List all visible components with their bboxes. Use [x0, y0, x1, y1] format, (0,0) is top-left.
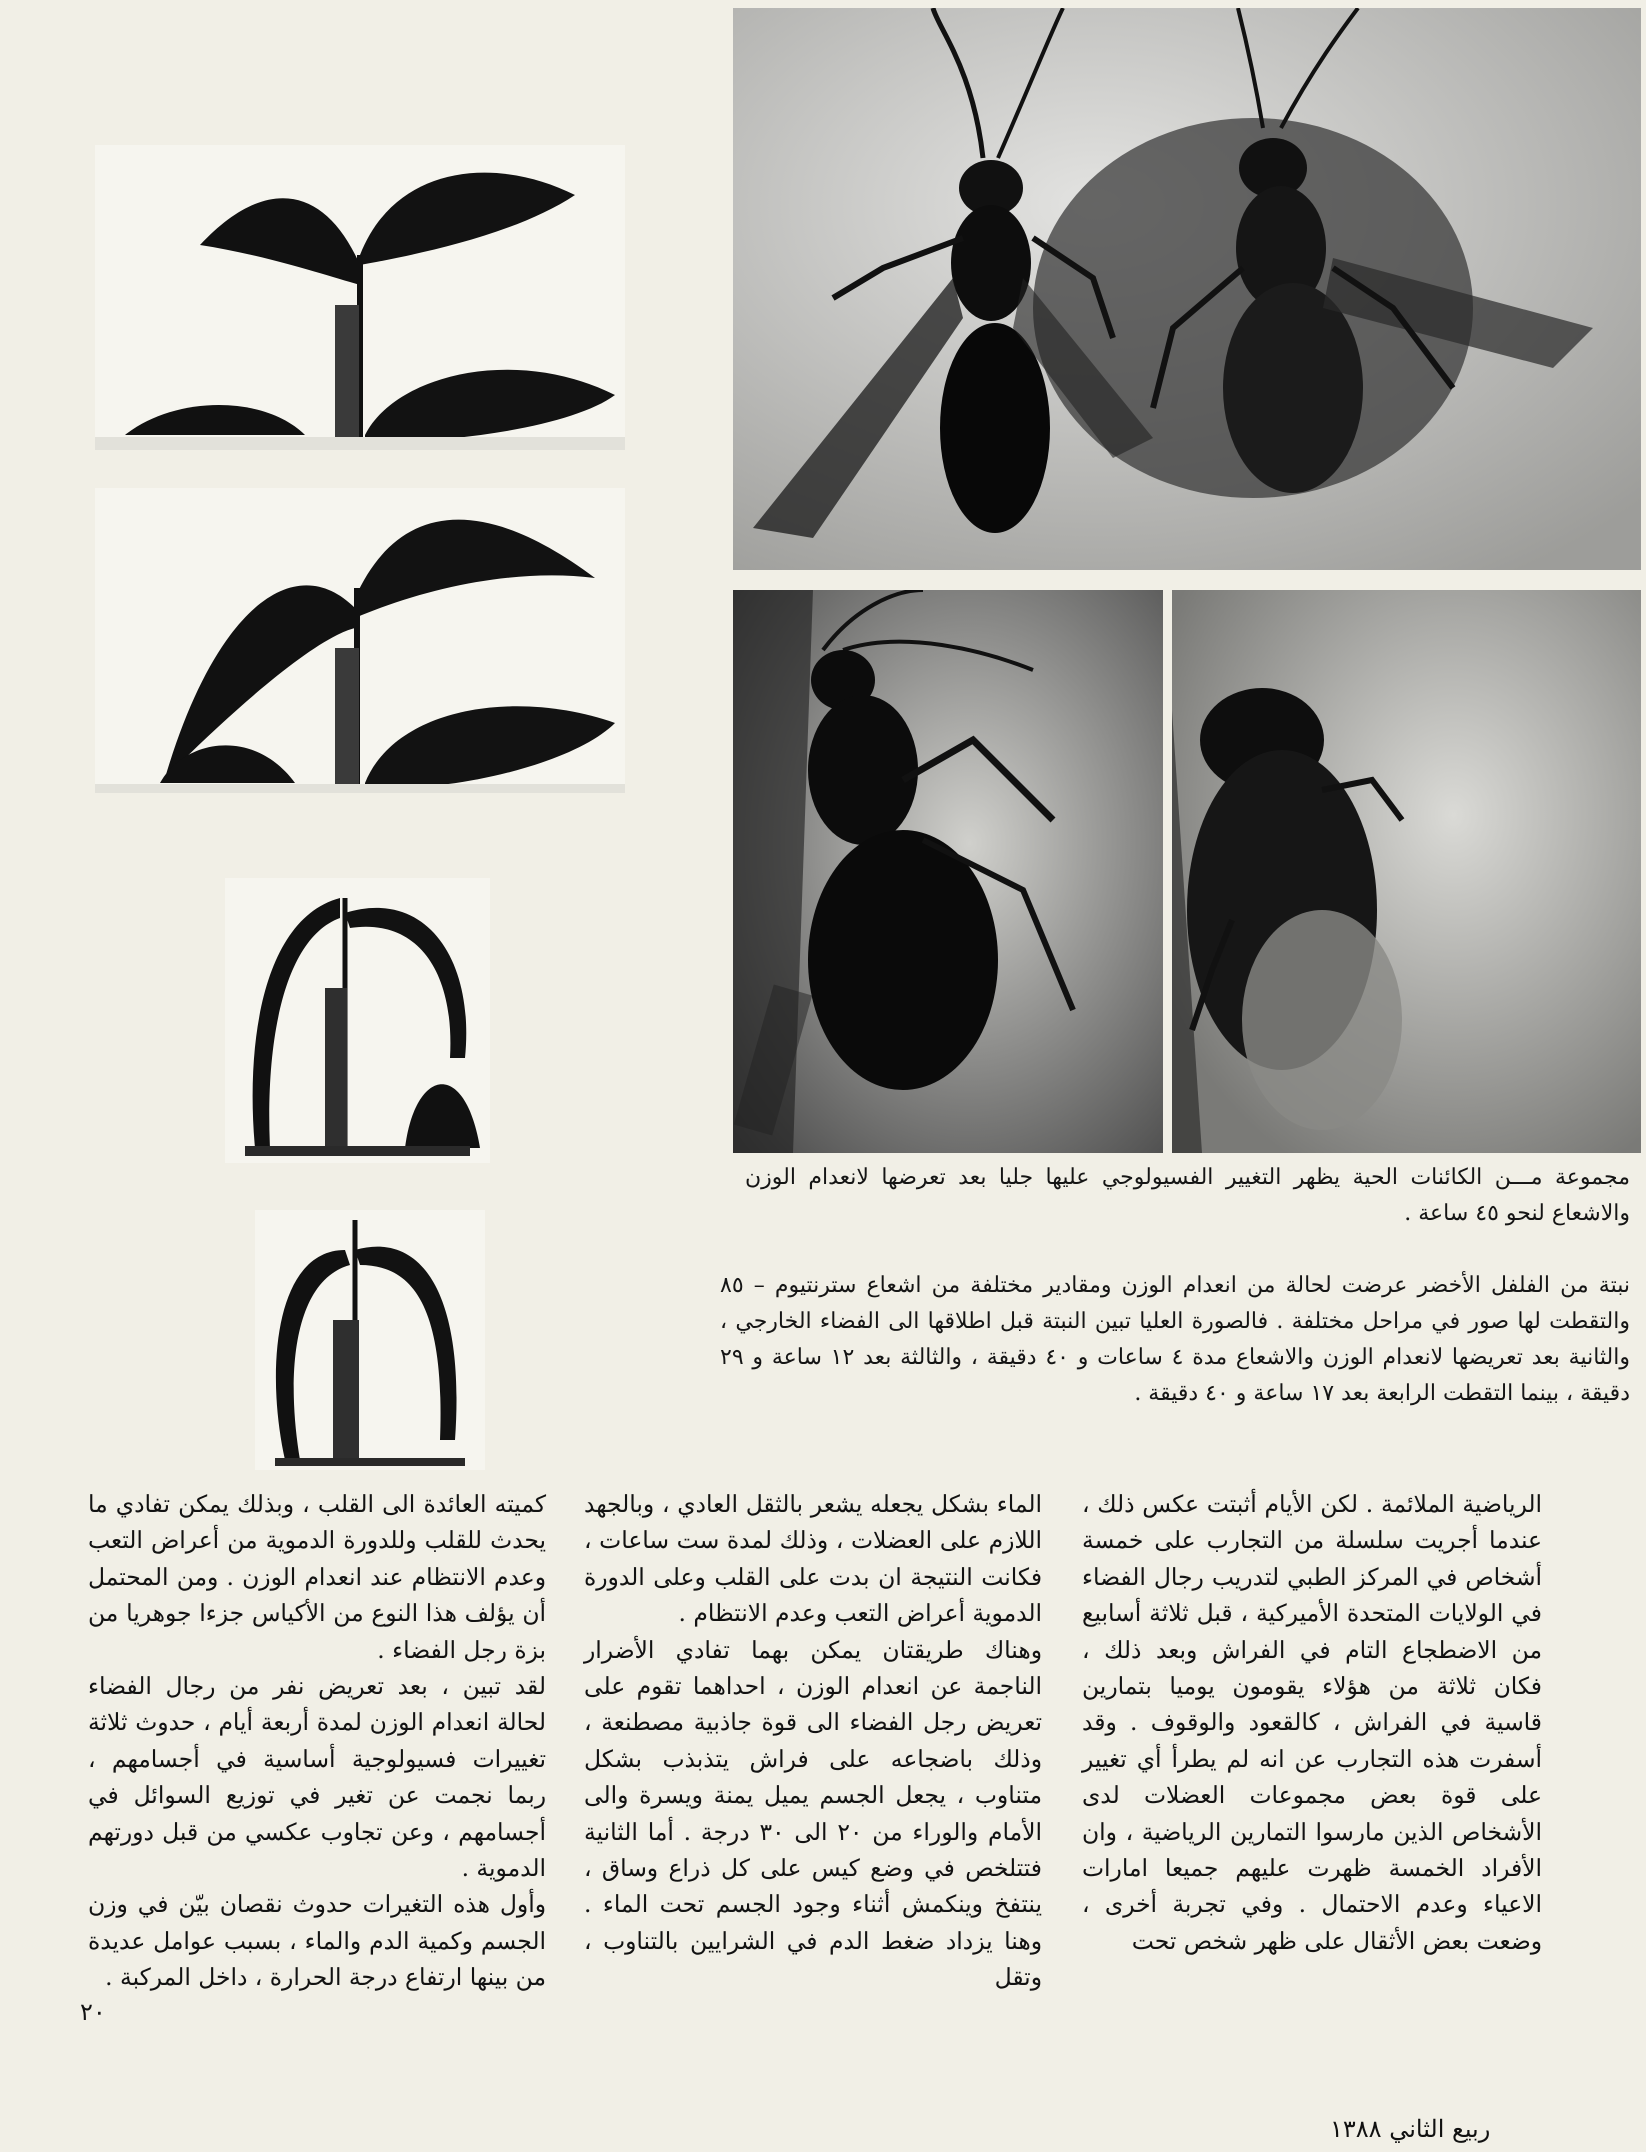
plant-photo-1	[95, 145, 625, 450]
column-middle-paragraph-1: الماء بشكل يجعله يشعر بالثقل العادي ، وبالجهد اللازم على العضلات ، وذلك لمدة ست ساعات ، فكانت النتيجة ان بدت على القلب وعلى الدورة الدموية أعراض التعب وعدم الانتظام .	[584, 1490, 1042, 1628]
insects-photo-top	[733, 8, 1641, 570]
column-left-paragraph-2: لقد تبين ، بعد تعريض نفر من رجال الفضاء لحالة انعدام الوزن لمدة أربعة أيام ، حدوث ثلاثة تغييرات فسيولوجية أساسية في أجسامهم ، ربما نجمت عن تغير في توزيع السوائل في أجسامهم ، وعن تجاوب عكسي من قبل دورتهم الدموية .	[88, 1672, 546, 1883]
plant-caption	[720, 1268, 1630, 1412]
column-middle-paragraph-2: وهناك طريقتان يمكن بهما تفادي الأضرار الناجمة عن انعدام الوزن ، احداهما تقوم على تعريض رجل الفضاء الى قوة جاذبية مصطنعة ، وذلك باضجاعه على فراش يتذبذب بشكل متناوب ، يجعل الجسم يميل يمنة ويسرة والى الأمام والوراء من ٢٠ الى ٣٠ درجة . أما الثانية فتتلخص في وضع كيس على كل ذراع وساق ، ينتفخ وينكمش أثناء وجود الجسم تحت الماء . وهنا يزداد ضغط الدم في الشرايين بالتناوب ، وتقل	[584, 1635, 1042, 1992]
plant-photo-2	[95, 488, 625, 793]
plant-caption-text: نبتة من الفلفل الأخضر عرضت لحالة من انعدام الوزن ومقادير مختلفة من اشعاع سترنتيوم – ٨٥ والتقطت لها صور في مراحل مختلفة . فالصورة العليا تبين النبتة قبل اطلاقها الى الفضاء الخارجي ، والثانية بعد تعريضها لانعدام الوزن والاشعاع مدة ٤ ساعات و ٤٠ دقيقة ، والثالثة بعد ١٢ ساعة و ٢٩ دقيقة ، بينما التقطت الرابعة بعد ١٧ ساعة و ٤٠ دقيقة .	[720, 1273, 1630, 1406]
column-left-paragraph-1: كميته العائدة الى القلب ، وبذلك يمكن تفادي ما يحدث للقلب وللدورة الدموية من أعراض التعب وعدم الانتظام عند انعدام الوزن . ومن المحتمل أن يؤلف هذا النوع من الأكياس جزءا جوهريا من بزة رجل الفضاء .	[88, 1490, 546, 1664]
column-right-paragraph: الرياضية الملائمة . لكن الأيام أثبتت عكس ذلك ، عندما أجريت سلسلة من التجارب على خمسة أشخاص في المركز الطبي لتدريب رجال الفضاء في الولايات المتحدة الأميركية ، قبل ثلاثة أسابيع من الاضطجاع التام في الفراش وبعد ذلك ، فكان ثلاثة من هؤلاء يقومون يوميا بتمارين قاسية في الفراش ، كالقعود والوقوف . وقد أسفرت هذه التجارب عن انه لم يطرأ أي تغيير على قوة بعض مجموعات العضلات لدى الأشخاص الذين مارسوا التمارين الرياضية ، وان الأفراد الخمسة ظهرت عليهم جميعا امارات الاعياء وعدم الاحتمال . وفي تجربة أخرى ، وضعت بعض الأثقال على ظهر شخص تحت	[1082, 1490, 1542, 1955]
insects-photo-bottom-left	[733, 590, 1163, 1153]
plant-photo-4	[255, 1210, 485, 1470]
column-left-paragraph-3: وأول هذه التغيرات حدوث نقصان بيّن في وزن الجسم وكمية الدم والماء ، بسبب عوامل عديدة من بينها ارتفاع درجة الحرارة ، داخل المركبة .	[88, 1890, 546, 1992]
insects-photo-bottom-right	[1172, 590, 1641, 1153]
column-right	[1082, 1486, 1542, 1959]
plant-photo-3	[225, 878, 490, 1163]
page-number: ٢٠	[80, 1998, 106, 2026]
issue-date-footer: ربيع الثاني ١٣٨٨	[1330, 2115, 1491, 2143]
insects-caption	[745, 1160, 1630, 1232]
column-left	[88, 1486, 546, 1996]
column-middle	[584, 1486, 1042, 1996]
insects-caption-text: مجموعة مـــن الكائنات الحية يظهر التغيير الفسيولوجي عليها جليا بعد تعرضها لانعدام الوزن والاشعاع لنحو ٤٥ ساعة .	[745, 1165, 1630, 1226]
